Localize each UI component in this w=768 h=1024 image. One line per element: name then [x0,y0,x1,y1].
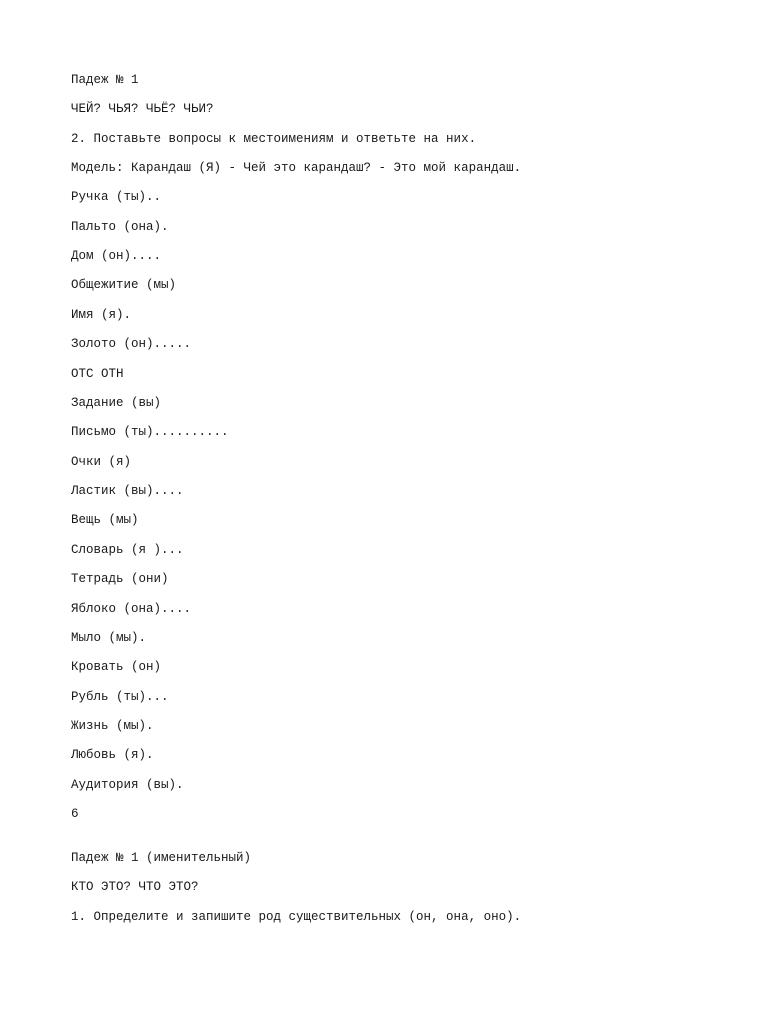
exercise-item: Ластик (вы).... [71,484,184,498]
note-text: ОТС ОТН [71,367,124,381]
exercise-item: Имя (я). [71,308,132,322]
exercise-item: Золото (он)..... [71,337,192,351]
exercise-instruction: 2. Поставьте вопросы к местоимениям и ответьте на них. [71,132,477,146]
question-words: ЧЕЙ? ЧЬЯ? ЧЬЁ? ЧЬИ? [71,102,214,116]
exercise-item: Письмо (ты).......... [71,425,229,439]
exercise-item: Вещь (мы) [71,513,139,527]
exercise-item: Пальто (она). [71,220,169,234]
exercise-item: Жизнь (мы). [71,719,154,733]
exercise-item: Аудитория (вы). [71,778,184,792]
exercise-item: Словарь (я )... [71,543,184,557]
exercise-item: Общежитие (мы) [71,278,177,292]
exercise-instruction: 1. Определите и запишите род существительных (он, она, оно). [71,910,522,924]
exercise-item: Кровать (он) [71,660,162,674]
exercise-item: Яблоко (она).... [71,602,192,616]
exercise-item: Очки (я) [71,455,132,469]
exercise-item: Рубль (ты)... [71,690,169,704]
model-example: Модель: Карандаш (Я) - Чей это карандаш? - Это мой карандаш. [71,161,522,175]
exercise-item: Ручка (ты).. [71,190,162,204]
exercise-item: Задание (вы) [71,396,162,410]
question-words: КТО ЭТО? ЧТО ЭТО? [71,880,199,894]
exercise-item: Любовь (я). [71,748,154,762]
exercise-item: Тетрадь (они) [71,572,169,586]
exercise-item: Мыло (мы). [71,631,147,645]
section-heading: Падеж № 1 (именительный) [71,851,252,865]
section-heading: Падеж № 1 [71,73,139,87]
exercise-item: Дом (он).... [71,249,162,263]
page-number: 6 [71,807,79,821]
